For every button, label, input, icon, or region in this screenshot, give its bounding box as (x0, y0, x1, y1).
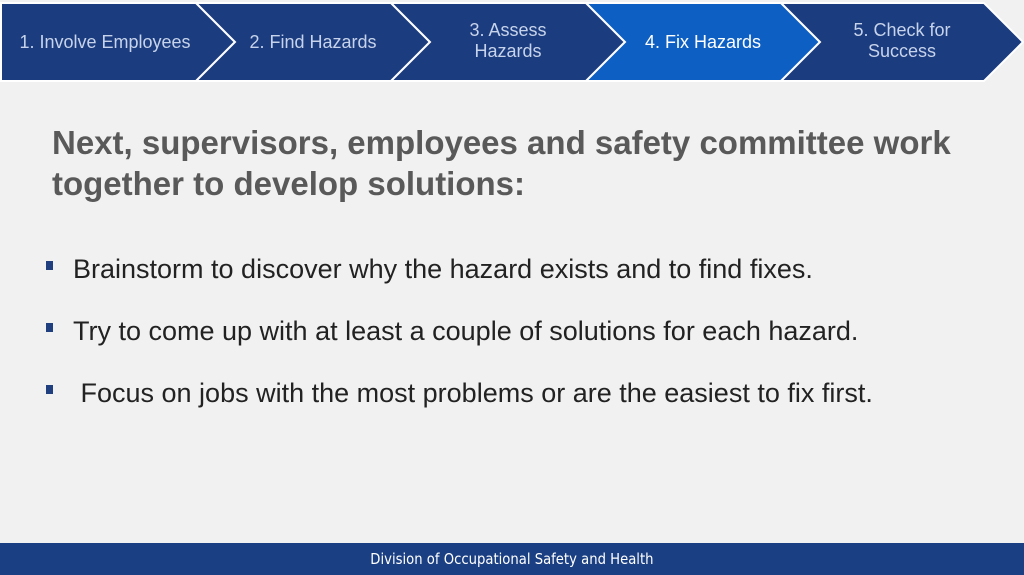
slide-title: Next, supervisors, employees and safety committee work together to develop solutions: (52, 124, 951, 202)
square-bullet-icon (46, 323, 53, 332)
bullet-text: Try to come up with at least a couple of solutions for each hazard. (73, 316, 859, 346)
footer-bar (0, 543, 1024, 575)
footer-organization-name: Division of Occupational Safety and Health (370, 550, 654, 568)
bullet-text: Focus on jobs with the most problems or are the easiest to fix first. (73, 378, 873, 408)
step-label: 5. Check for Success (853, 20, 951, 61)
bullet-text: Brainstorm to discover why the hazard exists and to find fixes. (73, 254, 813, 284)
step-label: 4. Fix Hazards (644, 31, 762, 52)
square-bullet-icon (46, 261, 53, 270)
step-label: 2. Find Hazards (249, 31, 377, 52)
list-item (46, 374, 986, 436)
process-steps-nav (0, 0, 1024, 84)
step-label: 1. Involve Employees (19, 31, 191, 52)
bullet-list (46, 250, 986, 436)
step-label: 3. Assess Hazards (469, 20, 547, 61)
step-check-for-success[interactable] (780, 2, 1024, 82)
list-item (46, 312, 986, 374)
square-bullet-icon (46, 385, 53, 394)
list-item (46, 250, 986, 312)
